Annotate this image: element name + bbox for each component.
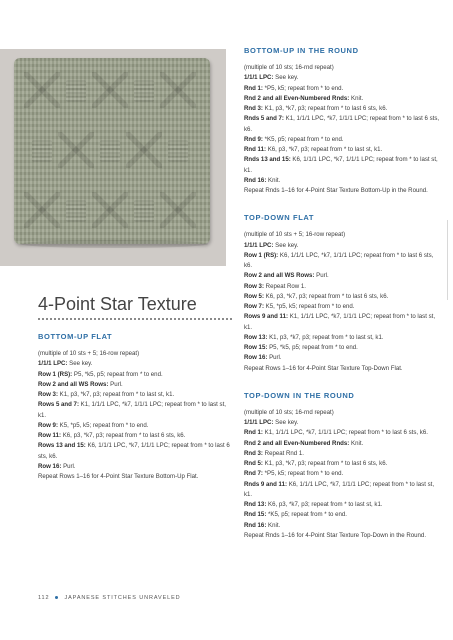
instruction-line (244, 104, 442, 114)
instruction-line (38, 380, 230, 390)
swatch-shadow (20, 240, 208, 248)
instruction-line (244, 364, 442, 374)
instruction-line (244, 312, 442, 333)
instruction-line (38, 431, 230, 441)
star-motif (92, 192, 128, 228)
instruction-label: Row 2 and all WS Rows: (38, 380, 109, 388)
instruction-line (244, 145, 442, 155)
instruction-line (244, 241, 442, 251)
instruction-line (244, 94, 442, 104)
knitted-swatch-image (14, 58, 210, 244)
right-column (244, 46, 442, 558)
instruction-line (38, 462, 230, 472)
instruction-label: Rnd 3: (244, 105, 263, 112)
section-bottom-up-round (244, 46, 442, 196)
page-edge-rule (447, 220, 448, 300)
star-motif (126, 132, 162, 168)
instruction-list (244, 63, 442, 196)
instruction-line (244, 135, 442, 145)
instruction-line (38, 390, 230, 400)
instruction-line (244, 73, 442, 83)
instruction-line (38, 441, 230, 462)
instruction-text: K6, p3, *k7, p3; repeat from * to last 6 sts, k6. (61, 432, 186, 439)
instruction-label: Row 11: (38, 432, 62, 439)
instruction-text: P5, *k5, p5; repeat from * to end. (267, 344, 358, 351)
instruction-label: Rows 9 and 11: (244, 313, 289, 321)
section-heading: BOTTOM-UP IN THE ROUND (244, 46, 359, 55)
instruction-text: Purl. (314, 272, 329, 280)
star-motif (160, 192, 196, 228)
instruction-label: Row 7: (244, 303, 264, 310)
instruction-text: (multiple of 10 sts + 5; 16-row repeat) (244, 231, 346, 239)
instruction-text: K6, p3, *k7, p3; repeat from * to last st, k1. (266, 501, 383, 508)
instruction-label: Rnd 1: (244, 429, 263, 437)
star-motif (160, 72, 196, 108)
instruction-line (38, 400, 230, 421)
instruction-text: K6, 1/1/1 LPC, *k7, 1/1/1 LPC; repeat from * to last 6 sts, k6. (244, 251, 434, 269)
instruction-text: See key. (273, 419, 299, 426)
instruction-text: *K5, p5; repeat from * to end. (262, 135, 344, 143)
instruction-line (244, 459, 442, 469)
instruction-label: Row 5: (244, 292, 264, 300)
instruction-line (244, 271, 442, 281)
instruction-text: K1, 1/1/1 LPC, *k7, 1/1/1 LPC; repeat from * to last 6 sts, k6. (262, 429, 428, 437)
star-motif (92, 72, 128, 108)
instruction-label: Row 3: (244, 282, 264, 290)
instruction-text: Knit. (349, 94, 364, 102)
purl-block (66, 80, 86, 102)
instruction-text: K6, 1/1/1 LPC, *k7, 1/1/1 LPC; repeat from * to last 6 sts, k6. (38, 442, 230, 460)
section-bottom-up-flat (38, 332, 230, 482)
instruction-line (244, 353, 442, 363)
instruction-text: Repeat Rows 1–16 for 4-Point Star Texture Bottom-Up Flat. (38, 473, 199, 480)
instruction-text: K6, p3, *k7, p3; repeat from * to last st, k1. (266, 146, 383, 153)
instruction-label: Row 16: (244, 354, 268, 362)
purl-block (134, 80, 154, 102)
instruction-label: Row 1 (RS): (38, 370, 73, 378)
instruction-text: K5, *p5, k5; repeat from * to end. (57, 421, 149, 429)
instruction-line (38, 370, 230, 380)
instruction-line (244, 439, 442, 449)
instruction-text: (multiple of 10 sts; 16-rnd repeat) (244, 64, 334, 71)
instruction-label: Rnd 11: (244, 146, 267, 153)
instruction-text: *P5, k5; repeat from * to end. (262, 84, 344, 92)
instruction-text: Knit. (266, 521, 281, 529)
instruction-line (244, 418, 442, 428)
book-title: JAPANESE STITCHES UNRAVELED (64, 595, 181, 601)
instruction-text: K1, 1/1/1 LPC, *k7, 1/1/1 LPC; repeat from * to last st, k1. (244, 313, 436, 331)
instruction-line (244, 292, 442, 302)
instruction-text: Repeat Row 1. (263, 282, 306, 290)
instruction-label: Rows 13 and 15: (38, 442, 86, 450)
star-motif (24, 192, 60, 228)
page-number: 112 (38, 595, 50, 601)
instruction-text: Repeat Rnd 1. (262, 449, 304, 457)
instruction-line (244, 449, 442, 459)
star-motif (24, 72, 60, 108)
instruction-label: Rnd 5: (244, 460, 263, 467)
instruction-label: Rnd 2 and all Even-Numbered Rnds: (244, 94, 350, 102)
instruction-line (244, 282, 442, 292)
instruction-text: K6, 1/1/1 LPC, *k7, 1/1/1 LPC; repeat from * to last st, k1. (244, 156, 438, 174)
instruction-line (244, 186, 442, 196)
purl-block (134, 200, 154, 222)
page-title: 4-Point Star Texture (38, 294, 197, 314)
instruction-label: 1/1/1 LPC: (244, 241, 274, 249)
instruction-label: Rows 5 and 7: (38, 401, 79, 409)
instruction-text: (multiple of 10 sts + 5; 16-row repeat) (38, 350, 140, 357)
instruction-label: Rnds 9 and 11: (244, 480, 288, 488)
instruction-line (244, 251, 442, 272)
instruction-label: Row 9: (38, 421, 58, 429)
instruction-list (244, 230, 442, 374)
instruction-line (244, 230, 442, 240)
star-motif (58, 132, 94, 168)
instruction-line (244, 155, 442, 176)
instruction-line (244, 84, 442, 94)
instruction-line (244, 343, 442, 353)
instruction-label: Rnd 15: (244, 511, 267, 519)
instruction-label: Rnd 16: (244, 176, 267, 184)
instruction-label: Rnd 3: (244, 449, 263, 457)
instruction-text: (multiple of 10 sts; 16-rnd repeat) (244, 408, 334, 416)
instruction-line (244, 114, 442, 135)
purl-block (32, 140, 52, 162)
instruction-line (244, 521, 442, 531)
instruction-text: Purl. (61, 462, 76, 470)
instruction-line (38, 359, 230, 369)
instruction-text: Purl. (108, 380, 123, 388)
instruction-text: K1, p3, *k7, p3; repeat from * to last 6 sts, k6. (262, 460, 388, 467)
instruction-label: 1/1/1 LPC: (38, 360, 68, 368)
section-heading: TOP-DOWN IN THE ROUND (244, 390, 355, 400)
instruction-line (244, 531, 442, 541)
instruction-label: Rnd 1: (244, 84, 263, 92)
section-top-down-round (244, 391, 442, 541)
instruction-text: See key. (273, 74, 299, 82)
instruction-list (38, 349, 230, 482)
instruction-text: *K5, p5; repeat from * to end. (266, 511, 347, 519)
instruction-label: Rnds 13 and 15: (244, 156, 291, 164)
instruction-label: 1/1/1 LPC: (244, 74, 274, 82)
instruction-text: K1, 1/1/1 LPC, *k7, 1/1/1 LPC; repeat from * to last st, k1. (38, 401, 226, 419)
instruction-line (244, 333, 442, 343)
instruction-list (244, 408, 442, 541)
purl-block (168, 140, 188, 162)
instruction-text: K6, 1/1/1 LPC, *k7, 1/1/1 LPC; repeat from * to last st, k1. (244, 480, 435, 498)
instruction-text: K1, 1/1/1 LPC, *k7, 1/1/1 LPC; repeat from * to last 6 sts, k6. (244, 115, 440, 133)
instruction-line (244, 510, 442, 520)
page-footer (38, 595, 181, 601)
instruction-line (244, 302, 442, 312)
instruction-line (244, 428, 442, 438)
left-column (38, 332, 230, 499)
instruction-label: Rnds 5 and 7: (244, 115, 284, 123)
purl-block (100, 140, 120, 162)
instruction-text: K1, p3, *k7, p3; repeat from * to last st, k1. (57, 391, 175, 398)
instruction-text: Knit. (266, 176, 281, 184)
instruction-text: Repeat Rnds 1–16 for 4-Point Star Texture Bottom-Up in the Round. (244, 187, 428, 194)
instruction-label: Row 3: (38, 391, 58, 398)
instruction-text: K5, *p5, k5; repeat from * to end. (263, 303, 355, 310)
purl-block (66, 200, 86, 222)
instruction-label: Row 13: (244, 333, 268, 341)
instruction-label: Row 1 (RS): (244, 251, 279, 259)
instruction-text: K1, p3, *k7, p3; repeat from * to last 6 sts, k6. (262, 105, 388, 112)
instruction-label: Rnd 7: (244, 470, 263, 478)
instruction-line (244, 480, 442, 501)
instruction-text: See key. (273, 241, 299, 249)
instruction-text: P5, *k5, p5; repeat from * to end. (72, 370, 163, 378)
instruction-text: Repeat Rnds 1–16 for 4-Point Star Texture Top-Down in the Round. (244, 531, 427, 539)
instruction-label: 1/1/1 LPC: (244, 419, 274, 426)
instruction-text: K6, p3, *k7, p3; repeat from * to last 6 sts, k6. (263, 292, 389, 300)
instruction-line (244, 63, 442, 73)
instruction-label: Rnd 9: (244, 135, 263, 143)
instruction-label: Row 15: (244, 344, 268, 351)
instruction-line (244, 176, 442, 186)
section-top-down-flat (244, 213, 442, 374)
instruction-label: Rnd 13: (244, 501, 267, 508)
title-dotted-rule (38, 318, 232, 320)
instruction-line (38, 349, 230, 359)
instruction-label: Row 2 and all WS Rows: (244, 272, 315, 280)
instruction-text: Repeat Rows 1–16 for 4-Point Star Texture Top-Down Flat. (244, 364, 403, 372)
instruction-line (244, 500, 442, 510)
instruction-label: Rnd 2 and all Even-Numbered Rnds: (244, 439, 350, 447)
instruction-line (244, 469, 442, 479)
instruction-text: See key. (67, 360, 93, 368)
instruction-text: K1, p3, *k7, p3; repeat from * to last st, k1. (267, 333, 384, 341)
section-heading: TOP-DOWN FLAT (244, 213, 315, 223)
instruction-text: *P5, k5; repeat from * to end. (262, 470, 344, 478)
instruction-line (38, 472, 230, 482)
instruction-text: Knit. (349, 439, 364, 447)
instruction-label: Rnd 16: (244, 521, 267, 529)
footer-separator-dot (55, 596, 58, 599)
instruction-text: Purl. (267, 354, 282, 362)
instruction-line (244, 408, 442, 418)
instruction-label: Row 16: (38, 462, 62, 470)
instruction-line (38, 421, 230, 431)
section-heading: BOTTOM-UP FLAT (38, 332, 113, 341)
